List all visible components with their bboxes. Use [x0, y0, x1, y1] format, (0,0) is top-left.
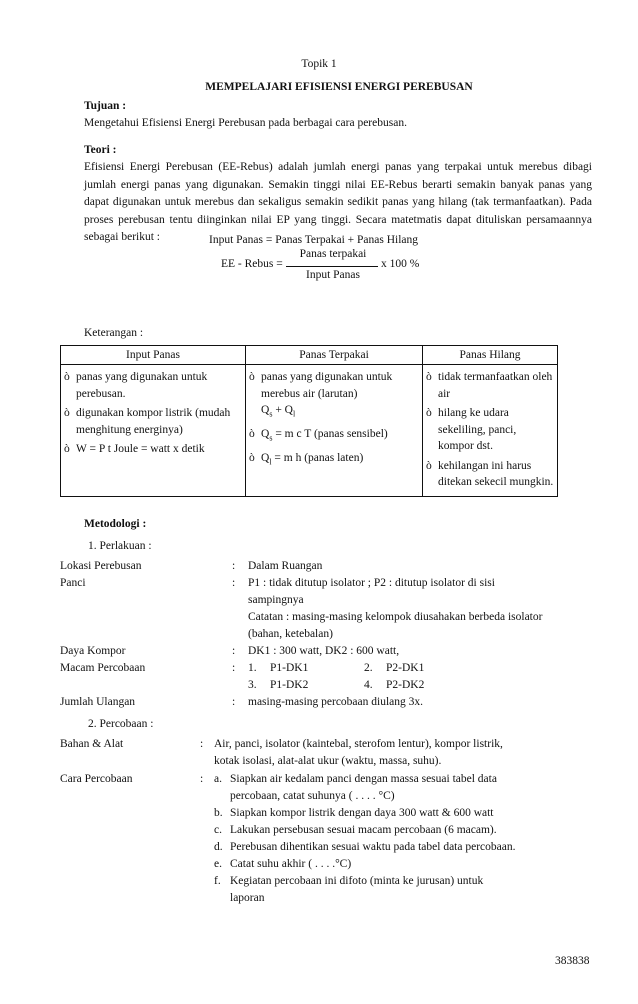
tujuan-text: Mengetahui Efisiensi Energi Perebusan pada berbagai cara perebusan. — [84, 117, 407, 129]
metodologi-heading: Metodologi : — [84, 518, 147, 530]
colon: : — [200, 773, 204, 785]
step-letter: c. — [214, 824, 222, 836]
page-number: 383838 — [555, 955, 590, 967]
teori-paragraph: Efisiensi Energi Perebusan (EE-Rebus) adalah jumlah energi panas yang terpakai untuk merebus dibagi jumlah energi panas yang digunakan. Semakin tinggi nilai EE-Rebus berarti semakin banyak panas yang dapat digunakan untuk merebus dan sekaligus semakin sedikit panas yang hilang (tak termanfaatkan). Pada proses perebusan tentu diinginkan nilai EP yang tinggi. Secara matetmatis dapat dituliskan persamaannya sebagai berikut : — [84, 161, 592, 243]
list-item: ò tidak termanfaatkan oleh air — [426, 371, 553, 400]
step-text: Catat suhu akhir ( . . . .°C) — [230, 858, 352, 870]
macam-code: P1-DK2 — [270, 679, 309, 691]
macam-label: Macam Percobaan — [60, 662, 146, 674]
list-item: ò panas yang digunakan untuk perebusan. — [64, 371, 208, 400]
lokasi-label: Lokasi Perebusan — [60, 560, 142, 572]
list-item: ò digunakan kompor listrik (mudah menghitung energinya) — [64, 407, 231, 436]
list-item: ò hilang ke udara sekeliling, panci, kompor dst. — [426, 407, 517, 452]
keterangan-label: Keterangan : — [84, 327, 144, 339]
panci-value-cont: sampingnya — [248, 594, 304, 606]
macam-num: 2. — [364, 662, 373, 674]
step-text: Kegiatan percobaan ini difoto (minta ke jurusan) untuk — [230, 875, 484, 887]
daya-label: Daya Kompor — [60, 645, 126, 657]
list-item: ò $Q_s = m$ c T (panas sensibel) — [249, 427, 388, 443]
step-text: percobaan, catat suhunya ( . . . . °C) — [230, 790, 395, 802]
step-text: laporan — [230, 892, 265, 904]
macam-code: P2-DK2 — [386, 679, 425, 691]
daya-value: DK1 : 300 watt, DK2 : 600 watt, — [248, 645, 400, 657]
step-text: Perebusan dihentikan sesuai waktu pada tabel data percobaan. — [230, 841, 516, 853]
cell-panas-hilang — [423, 365, 558, 497]
lokasi-value: Dalam Ruangan — [248, 560, 323, 572]
macam-num: 1. — [248, 662, 257, 674]
header-input-panas: Input Panas — [61, 346, 246, 365]
macam-code: P2-DK1 — [386, 662, 425, 674]
list-item: ò panas yang digunakan untuk merebus air (larutan) $Q_s + Q_l$ — [249, 371, 393, 419]
step-text: Siapkan kompor listrik dengan daya 300 watt & 600 watt — [230, 807, 494, 819]
step-letter: d. — [214, 841, 223, 853]
list-item: ò kehilangan ini harus ditekan sekecil mungkin. — [426, 459, 554, 488]
colon: : — [232, 696, 236, 708]
header-panas-hilang: Panas Hilang — [423, 346, 558, 365]
tujuan-heading: Tujuan : — [84, 100, 127, 112]
keterangan-table — [60, 345, 558, 497]
colon: : — [232, 577, 236, 589]
equation-input-panas: Input Panas = Panas Terpakai + Panas Hilang — [209, 234, 419, 246]
percobaan-heading: 2. Percobaan : — [88, 718, 154, 730]
equation-rhs: x 100 % — [381, 258, 420, 270]
equation-lhs: EE - Rebus = — [221, 258, 283, 270]
header-panas-terpakai: Panas Terpakai — [246, 346, 423, 365]
panci-value: P1 : tidak ditutup isolator ; P2 : ditutup isolator di sisi — [248, 577, 495, 589]
list-item: ò $Q_l = m$ h (panas laten) — [249, 451, 364, 466]
step-letter: a. — [214, 773, 222, 785]
colon: : — [200, 738, 204, 750]
teori-heading: Teori : — [84, 144, 117, 156]
macam-code: P1-DK1 — [270, 662, 309, 674]
equation-denominator: Input Panas — [306, 269, 360, 281]
cell-panas-terpakai — [246, 365, 423, 497]
bahan-label: Bahan & Alat — [60, 738, 124, 750]
ulangan-label: Jumlah Ulangan — [60, 696, 136, 708]
colon: : — [232, 662, 236, 674]
cell-input-panas — [61, 365, 246, 497]
bahan-value-cont: kotak isolasi, alat-alat ukur (waktu, massa, suhu). — [214, 755, 442, 767]
ulangan-value: masing-masing percobaan diulang 3x. — [248, 696, 424, 708]
macam-num: 4. — [364, 679, 373, 691]
step-text: Siapkan air kedalam panci dengan massa sesuai tabel data — [230, 773, 497, 785]
step-letter: f. — [214, 875, 221, 887]
colon: : — [232, 560, 236, 572]
colon: : — [232, 645, 236, 657]
fraction-line — [286, 266, 378, 267]
panci-label: Panci — [60, 577, 86, 589]
panci-note: Catatan : masing-masing kelompok diusahakan berbeda isolator — [248, 611, 543, 623]
macam-num: 3. — [248, 679, 257, 691]
equation-numerator: Panas terpakai — [299, 248, 367, 260]
step-letter: b. — [214, 807, 223, 819]
topic-label: Topik 1 — [301, 58, 337, 70]
step-text: Lakukan persebusan sesuai macam percobaan (6 macam). — [230, 824, 497, 836]
page-title: MEMPELAJARI EFISIENSI ENERGI PEREBUSAN — [205, 81, 473, 93]
perlakuan-heading: 1. Perlakuan : — [88, 540, 152, 552]
list-item: ò W = P t Joule = watt x detik — [64, 443, 205, 455]
cara-label: Cara Percobaan — [60, 773, 133, 785]
bahan-value: Air, panci, isolator (kaintebal, sterofom lentur), kompor listrik, — [214, 738, 503, 750]
panci-note-cont: (bahan, ketebalan) — [248, 628, 333, 640]
step-letter: e. — [214, 858, 222, 870]
